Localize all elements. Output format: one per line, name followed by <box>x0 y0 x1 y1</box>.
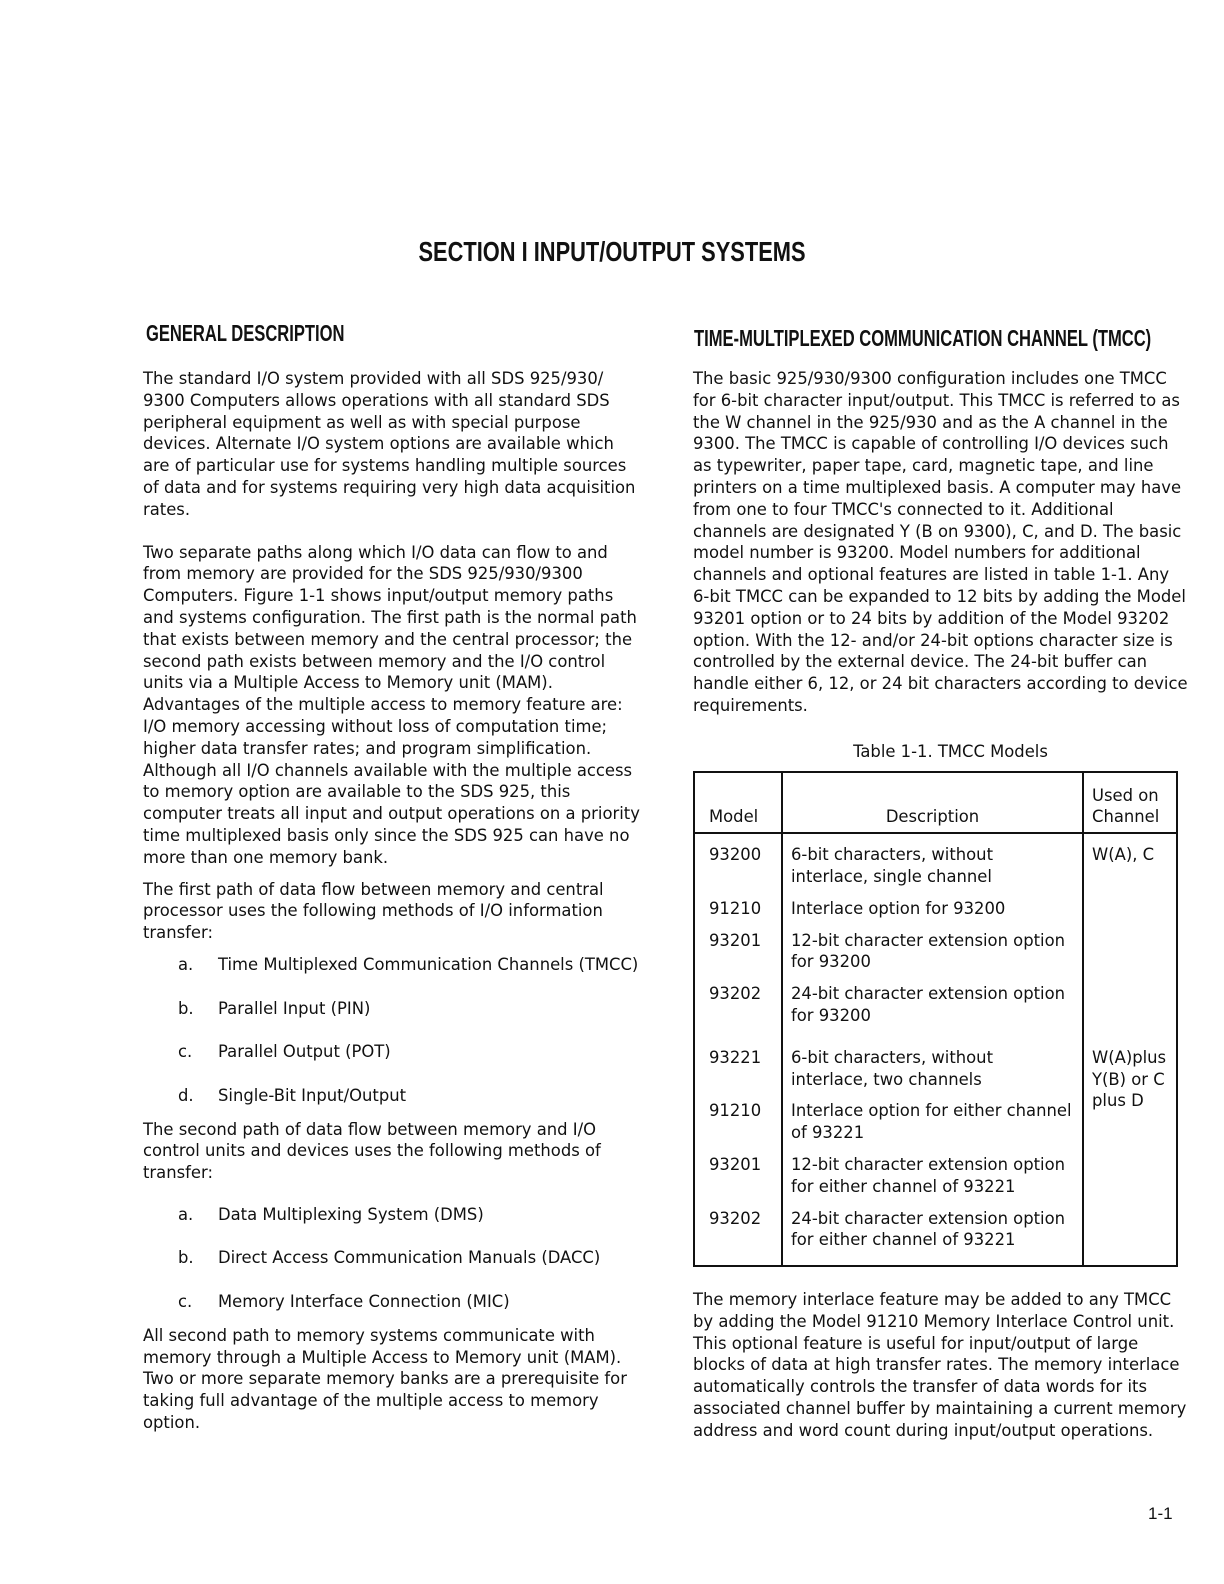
paragraph: Two separate paths along which I/O data can flow to and from memory are provided for the SDS 925/930/9300 Computers. Figure 1-1 shows input/output memory paths and systems configuration. The first path is the normal path that exists between memory and the central processor; the second path exists between memory and the I/O control units via a Multiple Access to Memory unit (MAM). Advantages of the multiple access to memory feature are: I/O memory accessing without loss of computation time; higher data transfer rates; and program simplification. Although all I/O channels available with the multiple access to memory option are available to the SDS 925, this computer treats all input and output operations on a priority time multiplexed basis only since the SDS 925 can have no more than one memory bank. <box>143 542 640 867</box>
column-header-channel: Used on Channel <box>1083 772 1177 834</box>
table-row: 91210 Interlace option for either channel of 93221 <box>694 1096 1177 1150</box>
page-number: 1-1 <box>1148 1504 1173 1523</box>
paragraph: The standard I/O system provided with all SDS 925/930/ 9300 Computers allows operations with all standard SDS peripheral equipment as well as with special purpose devices. Alternate I/O system options are available which are of particular use for systems handling multiple sources of data and for systems requiring very high data acquisition rates. <box>143 369 636 519</box>
list-item: b. Direct Access Communication Manuals (DACC) <box>178 1248 601 1268</box>
right-column <box>693 368 1188 1442</box>
list-item: c. Memory Interface Connection (MIC) <box>178 1292 510 1312</box>
paragraph: All second path to memory systems communicate with memory through a Multiple Access to Memory unit (MAM). Two or more separate memory banks are a prerequisite for taking full advantage of the multiple access to memory option. <box>143 1325 627 1433</box>
table-row: 93200 6-bit characters, without interlace, single channel W(A), C <box>694 833 1177 894</box>
tmcc-models-table <box>693 771 1178 1268</box>
list-item: d. Single-Bit Input/Output <box>178 1085 407 1105</box>
table-row: 93201 12-bit character extension option for either channel of 93221 <box>694 1150 1177 1204</box>
list-item: c. Parallel Output (POT) <box>178 1042 391 1062</box>
table-row: 93202 24-bit character extension option for either channel of 93221 <box>694 1204 1177 1267</box>
tmcc-heading: TIME-MULTIPLEXED COMMUNICATION CHANNEL (TMCC) <box>694 325 1152 351</box>
general-description-heading: GENERAL DESCRIPTION <box>146 320 345 346</box>
paragraph: The first path of data flow between memory and central processor uses the following methods of I/O information transfer: <box>143 879 604 943</box>
paragraph: The basic 925/930/9300 configuration includes one TMCC for 6-bit character input/output. This TMCC is referred to as the W channel in the 925/930 and as the A channel in the 9300. The TMCC is capable of controlling I/O devices such as typewriter, paper tape, card, magnetic tape, and line printers on a time multiplexed basis. A computer may have from one to four TMCC's connected to it. Additional channels are designated Y (B on 9300), C, and D. The basic model number is 93200. Model numbers for additional channels and optional features are listed in table 1-1. Any 6-bit TMCC can be expanded to 12 bits by adding the Model 93201 option or to 24 bits by addition of the Model 93202 option. With the 12- and/or 24-bit options character size is controlled by the external device. The 24-bit buffer can handle either 6, 12, or 24 bit characters according to device requirements. <box>693 369 1188 715</box>
section-title: SECTION I INPUT/OUTPUT SYSTEMS <box>418 236 806 267</box>
list-item: a. Data Multiplexing System (DMS) <box>178 1204 484 1224</box>
paragraph: The memory interlace feature may be added to any TMCC by adding the Model 91210 Memory Interlace Control unit. This optional feature is useful for input/output of large blocks of data at high transfer rates. The memory interlace automatically controls the transfer of data words for its associated channel buffer by maintaining a current memory address and word count during input/output operations. <box>693 1290 1187 1440</box>
table-row: 93202 24-bit character extension option for 93200 <box>694 979 1177 1033</box>
left-column <box>143 368 643 1434</box>
list-item: b. Parallel Input (PIN) <box>178 998 371 1018</box>
table-row: 91210 Interlace option for 93200 <box>694 894 1177 926</box>
table-row: 93221 6-bit characters, without interlace, two channels W(A)plus Y(B) or C plus D <box>694 1033 1177 1097</box>
table-row: 93201 12-bit character extension option for 93200 <box>694 926 1177 980</box>
column-header-model: Model <box>694 772 782 834</box>
table-caption: Table 1-1. TMCC Models <box>853 741 1048 761</box>
paragraph: The second path of data flow between memory and I/O control units and devices uses the following methods of transfer: <box>143 1119 601 1183</box>
second-path-methods-list <box>143 1204 643 1313</box>
list-item: a. Time Multiplexed Communication Channels (TMCC) <box>178 954 639 974</box>
first-path-methods-list <box>143 954 643 1107</box>
column-header-description: Description <box>782 772 1083 834</box>
